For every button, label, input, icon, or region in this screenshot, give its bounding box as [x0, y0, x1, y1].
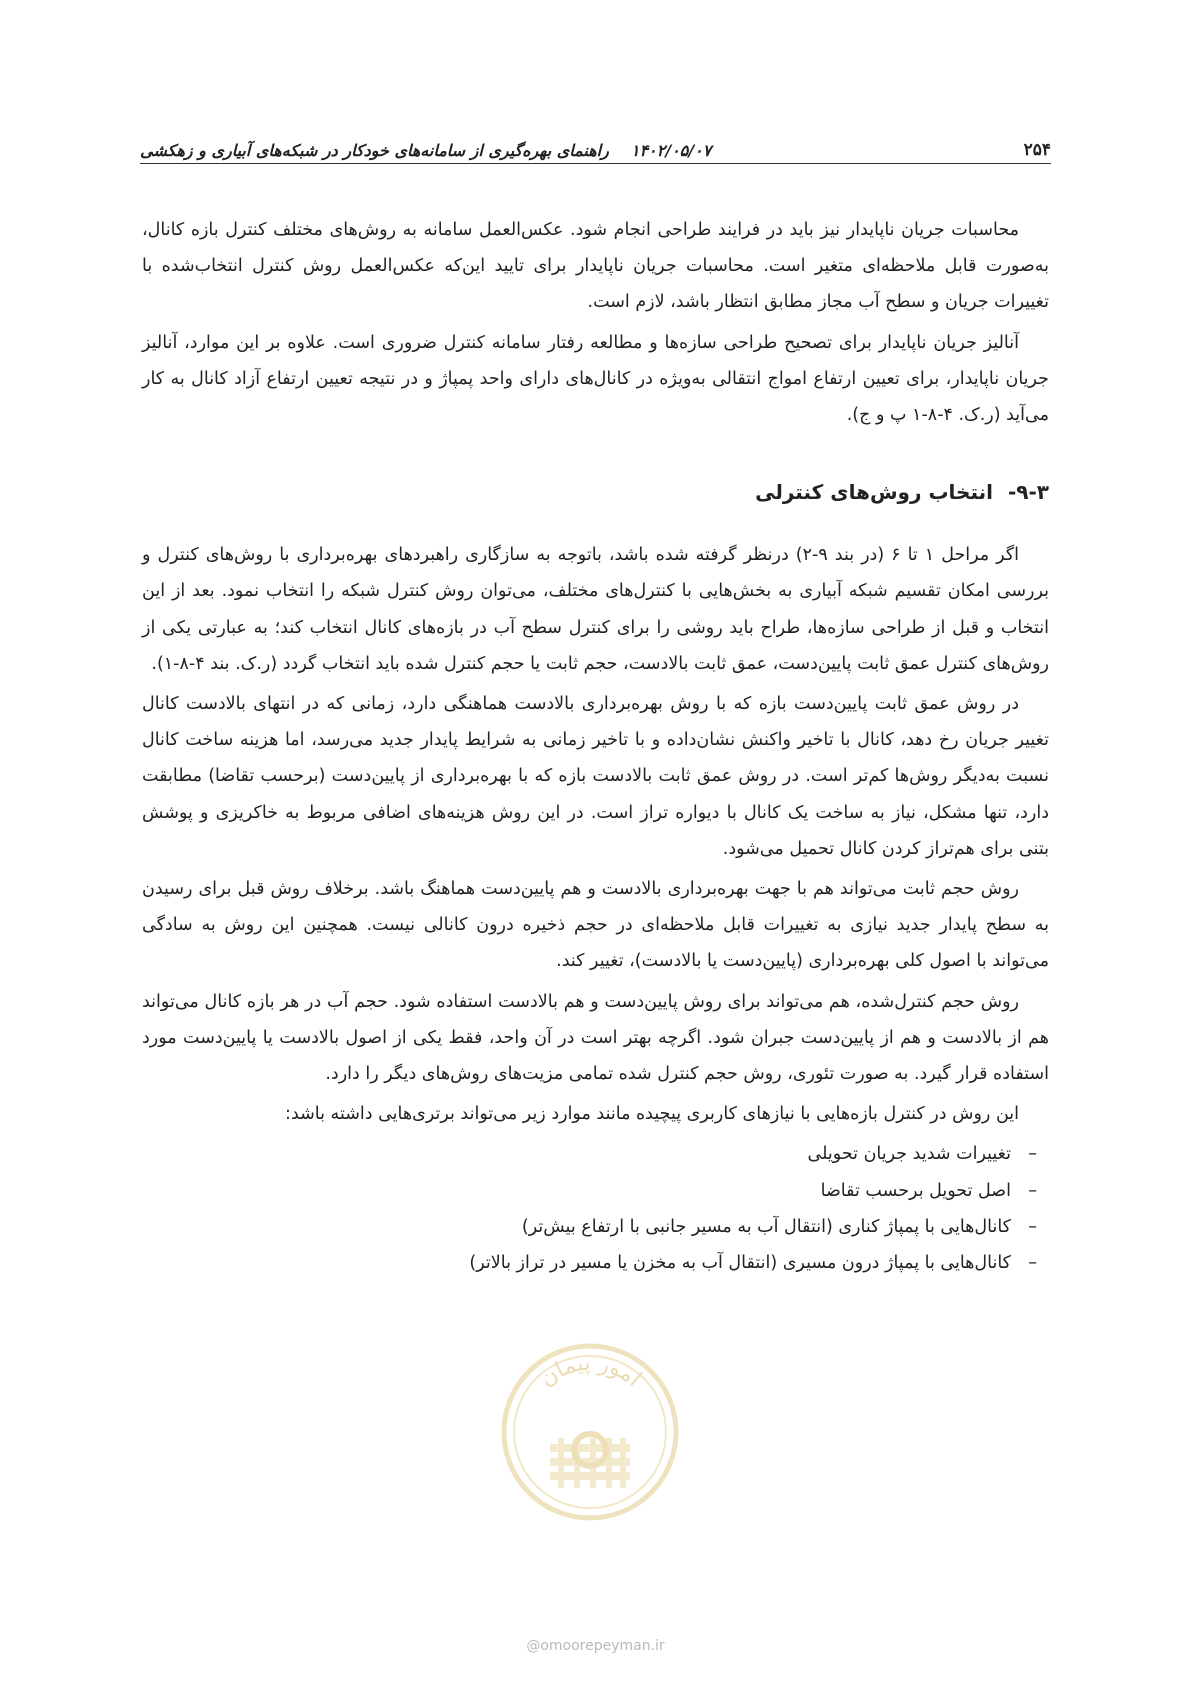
- header-divider: [140, 163, 1051, 164]
- bullet-dash: –: [1028, 1216, 1037, 1237]
- header-title: راهنمای بهره‌گیری از سامانه‌های خودکار در شبکه‌های آبیاری و زهکشی: [140, 141, 609, 160]
- section-heading: [142, 477, 1049, 507]
- page-body: [142, 212, 1049, 1281]
- list-item: [142, 1136, 1037, 1172]
- bullet-dash: –: [1028, 1253, 1037, 1274]
- list-item-text: کانال‌هایی با پمپاژ درون مسیری (انتقال آب به مخزن یا مسیر در تراز بالاتر): [469, 1253, 1011, 1274]
- paragraph: این روش در کنترل بازه‌هایی با نیازهای کاربری پیچیده مانند موارد زیر می‌تواند برتری‌هایی داشته باشد:: [285, 1104, 1019, 1125]
- list-item-text: اصل تحویل برحسب تقاضا: [820, 1180, 1011, 1201]
- paragraph: روش حجم کنترل‌شده، هم می‌تواند برای روش پایین‌دست و هم بالادست استفاده شود. حجم آب در هر بازه کانال می‌تواند هم از بالادست و هم از پایین‌دست جبران شود. اگرچه بهتر است در آن واحد، فقط یکی از اصول بالادست یا پایین‌دست مورد استفاده قرار گیرد. به صورت تئوری، روش حجم کنترل شده تمامی مزیت‌های روش‌های دیگر را دارد.: [142, 991, 1049, 1085]
- paragraph: اگر مراحل ۱ تا ۶ (در بند ۹-۲) درنظر گرفته شده باشد، باتوجه به سازگاری راهبردهای بهره‌برداری با روش‌های کنترل و بررسی امکان تقسیم شبکه آبیاری به بخش‌هایی با کنترل‌های مختلف، می‌توان روش کنترل شبکه را انتخاب نمود. بعد از این انتخاب و قبل از طراحی سازه‌ها، طراح باید روشی را برای کنترل سطح آب در بازه‌های کانال انتخاب کند؛ به عبارتی یکی از روش‌های کنترل عمق ثابت پایین‌دست، عمق ثابت بالادست، حجم ثابت یا حجم کنترل شده باید انتخاب گردد (ر.ک. بند ۴-۸-۱).: [142, 545, 1049, 674]
- bullet-dash: –: [1028, 1144, 1037, 1165]
- watermark-logo-text: امور پیمان: [535, 1350, 646, 1392]
- page-header: [140, 128, 1051, 160]
- section-title: انتخاب روش‌های کنترلی: [755, 480, 993, 505]
- list-item-text: تغییرات شدید جریان تحویلی: [807, 1144, 1011, 1165]
- page-number: ۲۵۴: [1023, 140, 1051, 160]
- list-item: [142, 1209, 1037, 1245]
- header-date: ۱۴۰۲/۰۵/۰۷: [630, 141, 712, 160]
- list-item: [142, 1245, 1037, 1281]
- section-number: ۹-۳-: [1007, 480, 1049, 505]
- paragraph: محاسبات جریان ناپایدار نیز باید در فرایند طراحی انجام شود. عکس‌العمل سامانه به روش‌های مختلف کنترل بازه کانال، به‌صورت قابل ملاحظه‌ای متغیر است. محاسبات جریان ناپایدار برای تایید این‌که عکس‌العمل روش کنترل انتخاب‌شده با تغییرات جریان و سطح آب مجاز مطابق انتظار باشد، لازم است.: [142, 220, 1049, 313]
- paragraph: روش حجم ثابت می‌تواند هم با جهت بهره‌برداری بالادست و هم پایین‌دست هماهنگ باشد. برخلاف روش قبل برای رسیدن به سطح پایدار جدید نیازی به تغییرات قابل ملاحظه‌ای در حجم ذخیره درون کانالی نیست. همچنین این روش به سادگی می‌تواند با اصول کلی بهره‌برداری (پایین‌دست یا بالادست)، تغییر کند.: [142, 879, 1049, 972]
- paragraph: در روش عمق ثابت پایین‌دست بازه که با روش بهره‌برداری بالادست هماهنگی دارد، زمانی که در انتهای بالادست کانال تغییر جریان رخ دهد، کانال با تاخیر واکنش نشان‌داده و با تاخیر زمانی به شرایط پایدار جدید می‌رسد، اما هزینه ساخت کانال نسبت به‌دیگر روش‌ها کم‌تر است. در روش عمق ثابت بالادست بازه که با بهره‌برداری از پایین‌دست (برحسب تقاضا) مطابقت دارد، تنها مشکل، نیاز به ساخت یک کانال با دیواره تراز است. در این روش هزینه‌های اضافی مربوط به خاکریزی و پوشش بتنی برای هم‌تراز کردن کانال تحمیل می‌شود.: [142, 694, 1049, 859]
- svg-text:امور پیمان: [535, 1351, 645, 1392]
- bullet-list: [142, 1136, 1049, 1281]
- list-item-text: کانال‌هایی با پمپاژ کناری (انتقال آب به مسیر جانبی با ارتفاع بیش‌تر): [521, 1216, 1011, 1237]
- watermark-logo-icon: [498, 1340, 682, 1524]
- paragraph: آنالیز جریان ناپایدار برای تصحیح طراحی سازه‌ها و مطالعه رفتار سامانه کنترل ضروری است. علاوه بر این موارد، آنالیز جریان ناپایدار، برای تعیین ارتفاع امواج انتقالی به‌ویژه در کانال‌های دارای واحد پمپاژ و در نتیجه تعیین ارتفاع آزاد کانال به کار می‌آید (ر.ک. ۴-۸-۱ پ و ج).: [142, 332, 1049, 426]
- watermark-url: @omoorepeyman.ir: [526, 1638, 665, 1654]
- bullet-dash: –: [1028, 1180, 1037, 1201]
- list-item: [142, 1173, 1037, 1209]
